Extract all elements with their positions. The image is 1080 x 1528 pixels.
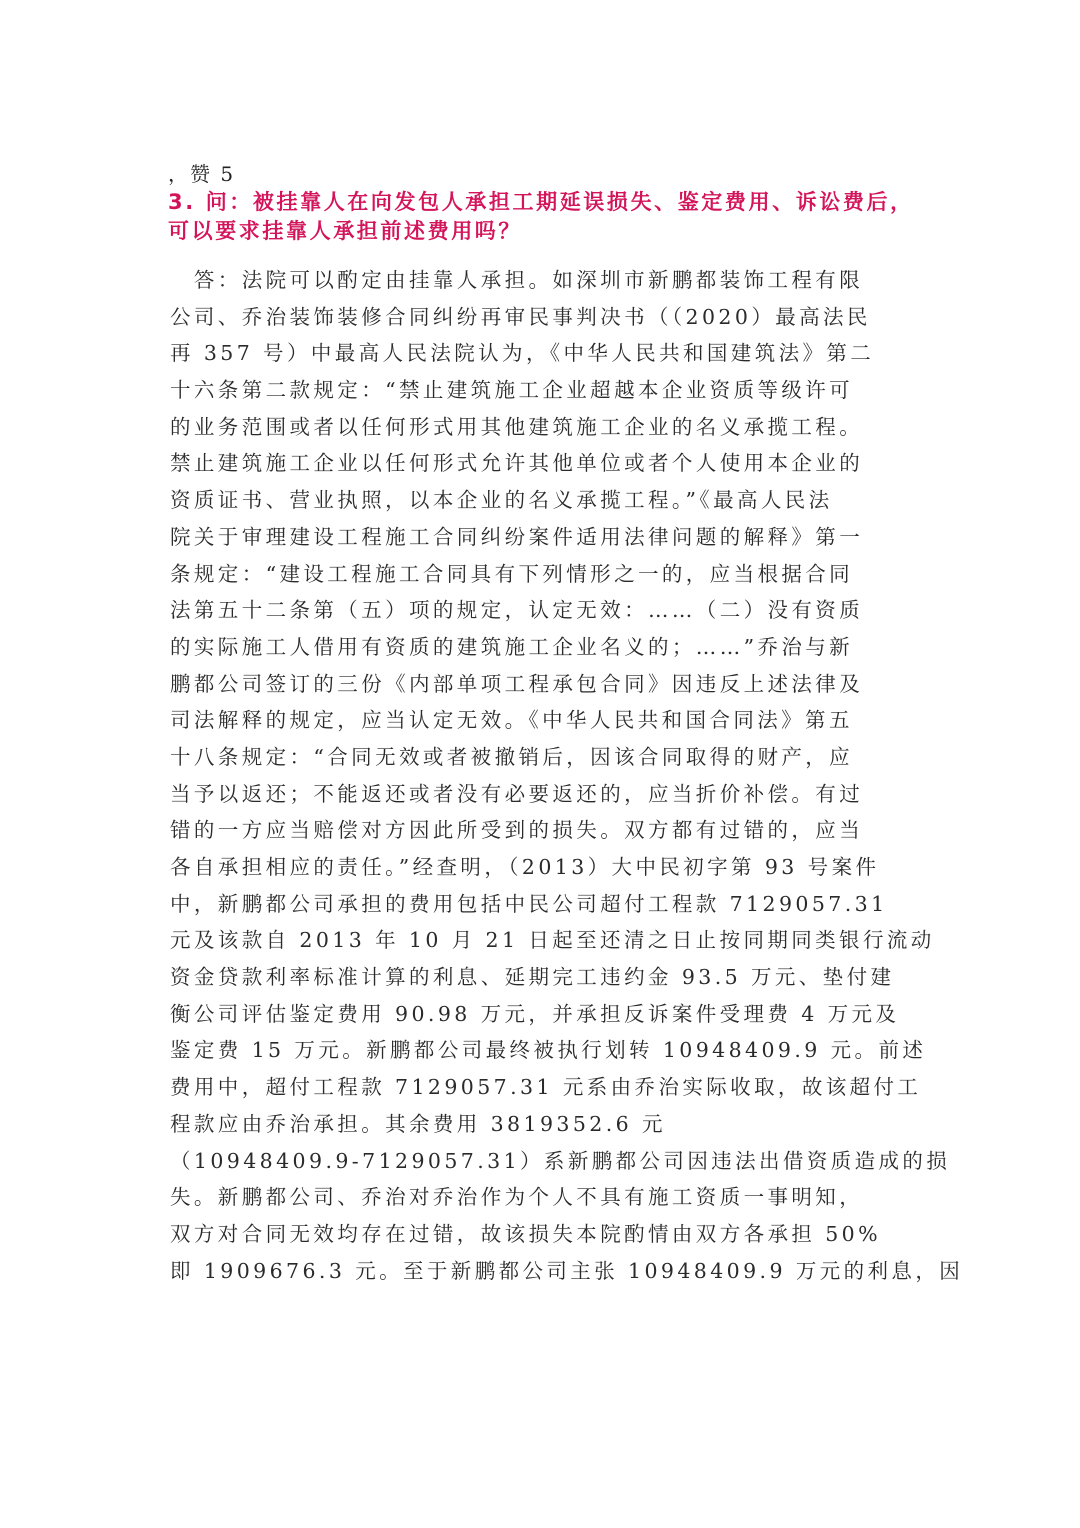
answer-line: 当予以返还；不能返还或者没有必要返还的，应当折价补偿。有过 [170,781,864,806]
answer-line: 的业务范围或者以任何形式用其他建筑施工企业的名义承揽工程。 [170,414,864,439]
question-line: 可以要求挂靠人承担前述费用吗？ [168,219,522,243]
answer-line: （10948409.9-7129057.31）系新鹏都公司因违法出借资质造成的损 [170,1148,951,1173]
answer-line: 鉴定费 15 万元。新鹏都公司最终被执行划转 10948409.9 元。前述 [170,1038,927,1063]
answer-line: 禁止建筑施工企业以任何形式允许其他单位或者个人使用本企业的 [170,451,864,476]
answer-line: 条规定：“建设工程施工合同具有下列情形之一的，应当根据合同 [170,561,854,586]
answer-line: 各自承担相应的责任。”经查明，（2013）大中民初字第 93 号案件 [170,855,880,879]
answer-line: 再 357 号）中最高人民法院认为，《中华人民共和国建筑法》第二 [170,341,875,366]
answer-line: 公司、乔治装饰装修合同纠纷再审民事判决书（（2020）最高法民 [170,304,871,329]
answer-line: 程款应由乔治承担。其余费用 3819352.6 元 [170,1111,666,1136]
answer-line: 衡公司评估鉴定费用 90.98 万元，并承担反诉案件受理费 4 万元及 [170,1001,900,1026]
answer-line: 费用中，超付工程款 7129057.31 元系由乔治实际收取，故该超付工 [170,1075,922,1100]
answer-line: 法第五十二条第（五）项的规定，认定无效：……（二）没有资质 [170,598,864,623]
answer-line: 资金贷款利率标准计算的利息、延期完工违约金 93.5 万元、垫付建 [170,965,895,990]
question-line: 3. 问：被挂靠人在向发包人承担工期延误损失、鉴定费用、诉讼费后， [168,190,914,214]
answer-line: 十六条第二款规定：“禁止建筑施工企业超越本企业资质等级许可 [170,378,854,403]
answer-line: 的实际施工人借用有资质的建筑施工企业名义的；……”乔治与新 [170,634,854,659]
answer-line: 院关于审理建设工程施工合同纠纷案件适用法律问题的解释》第一 [170,524,864,549]
answer-line: 司法解释的规定，应当认定无效。《中华人民共和国合同法》第五 [170,708,853,733]
previous-page-tail-text: ，赞 5 [168,162,236,186]
question-heading [168,188,918,246]
answer-line: 双方对合同无效均存在过错，故该损失本院酌情由双方各承担 50% [170,1221,881,1246]
answer-line: 错的一方应当赔偿对方因此所受到的损失。双方都有过错的，应当 [170,818,864,843]
answer-line: 答：法院可以酌定由挂靠人承担。如深圳市新鹏都装饰工程有限 [170,268,864,292]
answer-paragraph [170,262,964,1289]
answer-line: 元及该款自 2013 年 10 月 21 日起至还清之日止按同期同类银行流动 [170,928,935,953]
answer-line: 十八条规定：“合同无效或者被撤销后，因该合同取得的财产，应 [170,744,854,769]
answer-line: 即 1909676.3 元。至于新鹏都公司主张 10948409.9 万元的利息，因 [170,1258,964,1283]
answer-line: 资质证书、营业执照，以本企业的名义承揽工程。”《最高人民法 [170,488,833,513]
answer-line: 中，新鹏都公司承担的费用包括中民公司超付工程款 7129057.31 [170,891,888,916]
answer-line: 鹏都公司签订的三份《内部单项工程承包合同》因违反上述法律及 [170,671,864,696]
answer-line: 失。新鹏都公司、乔治对乔治作为个人不具有施工资质一事明知， [170,1185,864,1210]
